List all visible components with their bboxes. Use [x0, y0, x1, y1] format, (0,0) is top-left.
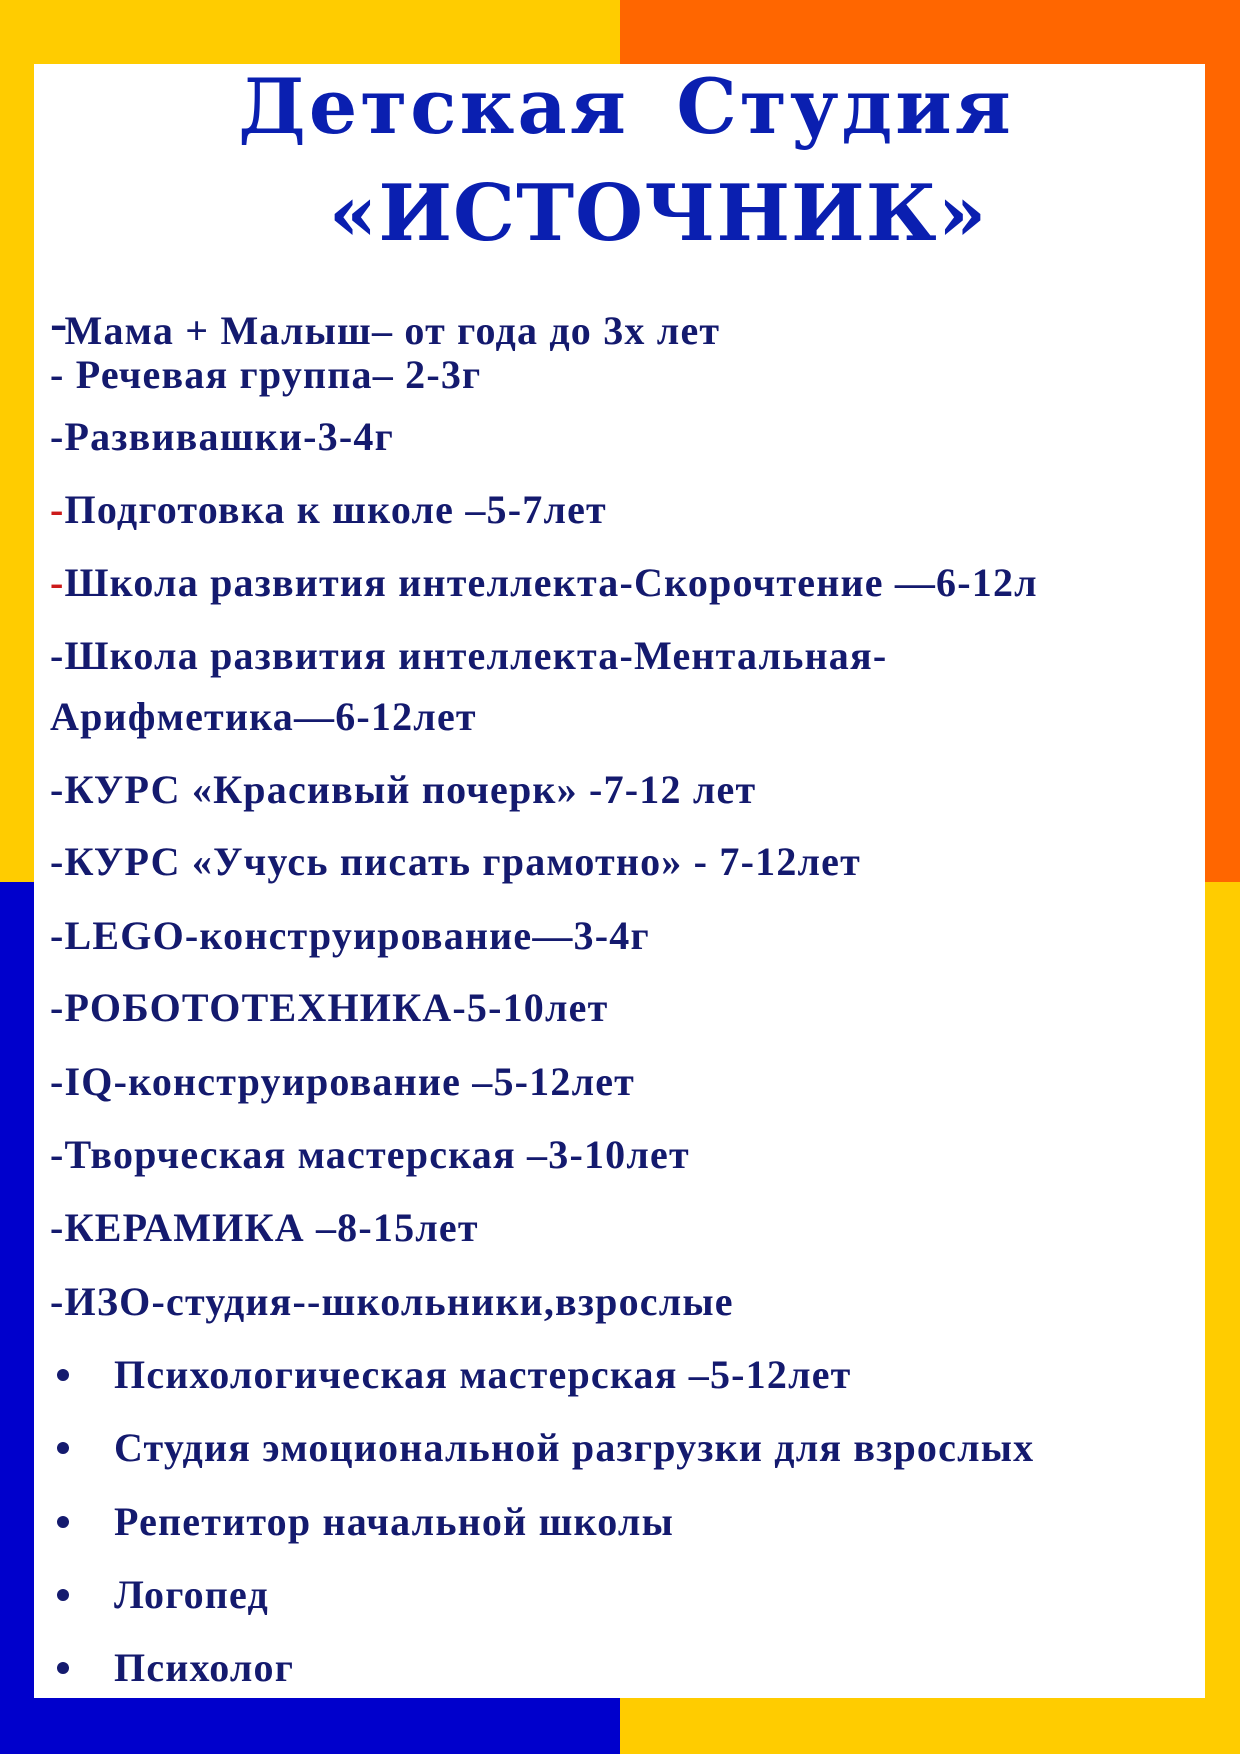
item-text: Развивашки-3-4г [64, 414, 394, 459]
bullet-icon [57, 1442, 69, 1454]
item-text: Подготовка к школе –5-7лет [64, 487, 607, 532]
bullet-icon [57, 1516, 69, 1528]
frame-top-right-orange [620, 0, 1240, 64]
item-dash: - [50, 633, 65, 678]
item-text: КУРС «Учусь писать грамотно» - 7-12лет [64, 839, 861, 884]
item-text: IQ-конструирование –5-12лет [64, 1059, 636, 1104]
item-text: КЕРАМИКА –8-15лет [64, 1205, 479, 1250]
bullet-text: Репетитор начальной школы [114, 1499, 674, 1544]
list-item [50, 985, 609, 1030]
item-dash: - [50, 352, 76, 397]
bullet-icon [57, 1369, 69, 1381]
list-item [50, 694, 477, 739]
bullet-icon [57, 1589, 69, 1601]
frame-bottom-left-blue [0, 1698, 620, 1754]
item-text: Мама + Малыш– от года до 3х лет [64, 308, 721, 353]
bullet-text: Психолог [114, 1645, 295, 1690]
list-item [50, 1279, 734, 1324]
item-dash: - [50, 1205, 65, 1250]
item-text: РОБОТОТЕХНИКА-5-10лет [64, 985, 609, 1030]
list-item [50, 1059, 636, 1104]
bullet-text: Логопед [114, 1572, 269, 1617]
item-text: Творческая мастерская –3-10лет [64, 1132, 690, 1177]
list-item [50, 913, 650, 958]
item-dash: - [50, 560, 65, 605]
list-item [50, 560, 1038, 605]
item-text: LEGO-конструирование—3-4г [64, 913, 650, 958]
list-item [50, 1132, 690, 1177]
bullet-icon [57, 1662, 69, 1674]
item-text: Речевая группа– 2-3г [75, 352, 482, 397]
item-dash: - [50, 1279, 65, 1324]
item-dash: - [50, 1132, 65, 1177]
item-dash: - [50, 295, 69, 352]
list-item [50, 633, 888, 678]
item-dash: - [50, 767, 65, 812]
item-text: ИЗО-студия--школьники,взрослые [64, 1279, 734, 1324]
frame-left-bottom-blue [0, 882, 34, 1754]
list-item [50, 487, 607, 532]
list-item [50, 414, 394, 459]
list-item [50, 839, 861, 884]
item-dash: - [50, 1059, 65, 1104]
title-line-2: «ИСТОЧНИК» [328, 168, 988, 259]
item-dash: - [50, 913, 65, 958]
bullet-text: Студия эмоциональной разгрузки для взрослых [114, 1425, 1035, 1470]
item-text: Школа развития интеллекта-Скорочтение —6-12л [64, 560, 1038, 605]
title-line-1: Детская Студия [238, 62, 1014, 151]
item-dash: - [50, 487, 65, 532]
list-item [50, 295, 721, 354]
list-item [50, 352, 482, 397]
item-text: Арифметика—6-12лет [50, 694, 477, 739]
item-dash: - [50, 839, 65, 884]
item-dash: - [50, 414, 65, 459]
item-text: Школа развития интеллекта-Ментальная- [64, 633, 888, 678]
frame-top-left-yellow [0, 0, 620, 64]
list-item [50, 767, 757, 812]
list-item [50, 1205, 479, 1250]
frame-bottom-right-yellow [620, 1698, 1240, 1754]
frame-right-bottom-yellow [1205, 882, 1240, 1754]
item-dash: - [50, 985, 65, 1030]
bullet-text: Психологическая мастерская –5-12лет [114, 1352, 852, 1397]
item-text: КУРС «Красивый почерк» -7-12 лет [64, 767, 757, 812]
